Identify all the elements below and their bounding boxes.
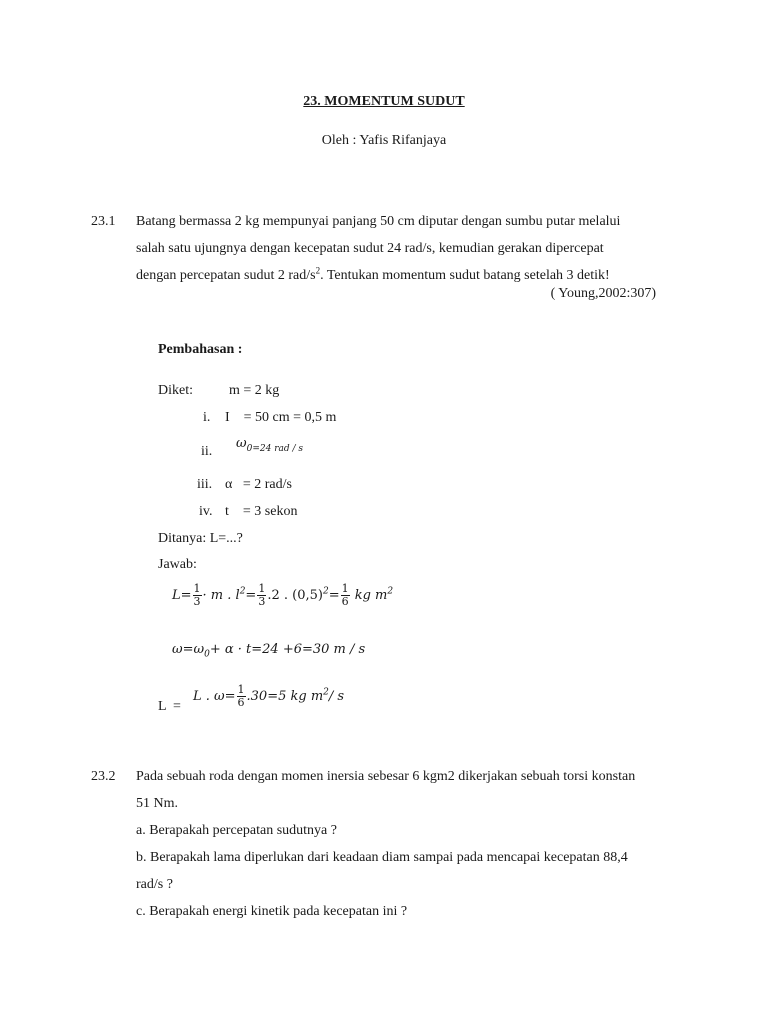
eq1-tail: kg m <box>350 588 388 603</box>
question-2-line-2: 51 Nm. <box>136 796 178 811</box>
omega-zero-value <box>236 436 303 454</box>
ditanya-line: Ditanya: L=...? <box>158 531 243 546</box>
question-number-1: 23.1 <box>91 214 116 229</box>
item-marker-2: ii. <box>201 444 213 459</box>
document-title: 23. MOMENTUM SUDUT <box>303 94 465 109</box>
question-2-part-c: c. Berapakah energi kinetik pada kecepatan ini ? <box>136 904 408 919</box>
question-2-part-b-line-1: b. Berapakah lama diperlukan dari keadaan diam sampai pada mencapai kecepatan 88,4 <box>136 850 628 865</box>
question-1-line-3-a: dengan percepatan sudut 2 rad/s <box>136 268 316 283</box>
diket-label: Diket: <box>158 383 193 398</box>
eq1-mid-1: · m . l <box>202 588 240 603</box>
question-1-line-1: Batang bermassa 2 kg mempunyai panjang 50 cm diputar dengan sumbu putar melalui <box>136 214 621 229</box>
question-number-2: 23.2 <box>91 769 116 784</box>
omega-symbol: ω <box>236 436 247 451</box>
question-2-part-a: a. Berapakah percepatan sudutnya ? <box>136 823 337 838</box>
item-text-1: I = 50 cm = 0,5 m <box>225 410 337 425</box>
solution-heading: Pembahasan : <box>158 342 243 357</box>
item-text-4: t = 3 sekon <box>225 504 298 519</box>
question-1-line-3-sup: 2 <box>315 265 321 276</box>
eq1-mid-2: .2 . (0,5) <box>267 588 323 603</box>
jawab-label: Jawab: <box>158 557 197 572</box>
question-1-line-2: salah satu ujungnya dengan kecepatan sudut 24 rad/s, kemudian gerakan dipercepat <box>136 241 604 256</box>
equation-2: $\omega=\omega_0+ \alpha \cdot t=24 +6=30$ m / s <box>172 642 366 660</box>
eq1-lhs: L= <box>172 588 192 603</box>
equation-3: L . ω= $\frac{1}{6}$ .30=5 kg $m^2/$ s <box>193 683 345 709</box>
item-marker-1: i. <box>203 410 211 425</box>
question-1-line-3 <box>136 265 610 284</box>
item-marker-4: iv. <box>199 504 213 519</box>
eq3-part-c: / s <box>328 689 345 704</box>
eq3-part-a: L . ω= <box>193 689 236 704</box>
equation-1: L= $\frac{1}{3}$ · m . $l^2=$ $\frac{1}{3}$ .2 . $(0,5)^2=$ $\frac{1}{6}$ kg $m^2$ <box>172 582 394 608</box>
item-text-3: α = 2 rad/s <box>225 477 292 492</box>
eq1-frac-1: $\frac{1}{3}$ <box>193 582 201 608</box>
reference-citation: ( Young,2002:307) <box>550 286 656 301</box>
omega-zero-subscript: 0=24 rad / s <box>246 444 303 454</box>
eq2-part-a: ω=ω <box>172 642 205 657</box>
eq1-frac-3: $\frac{1}{6}$ <box>341 582 349 608</box>
item-marker-3: iii. <box>197 477 213 492</box>
diket-mass: m = 2 kg <box>229 383 280 398</box>
author-line: Oleh : Yafis Rifanjaya <box>321 133 447 148</box>
eq2-part-b: + α · t=24 +6=30 m / s <box>209 642 366 657</box>
eq3-frac: $\frac{1}{6}$ <box>237 683 245 709</box>
question-2-part-b-line-2: rad/s ? <box>136 877 173 892</box>
question-1-line-3-b: . Tentukan momentum sudut batang setelah 3 detik! <box>320 268 610 283</box>
eq3-prefix: L = <box>158 699 181 714</box>
eq3-part-b: .30=5 kg m <box>246 689 324 704</box>
eq1-frac-2: $\frac{1}{3}$ <box>258 582 266 608</box>
question-2-line-1: Pada sebuah roda dengan momen inersia sebesar 6 kgm2 dikerjakan sebuah torsi konstan <box>136 769 636 784</box>
